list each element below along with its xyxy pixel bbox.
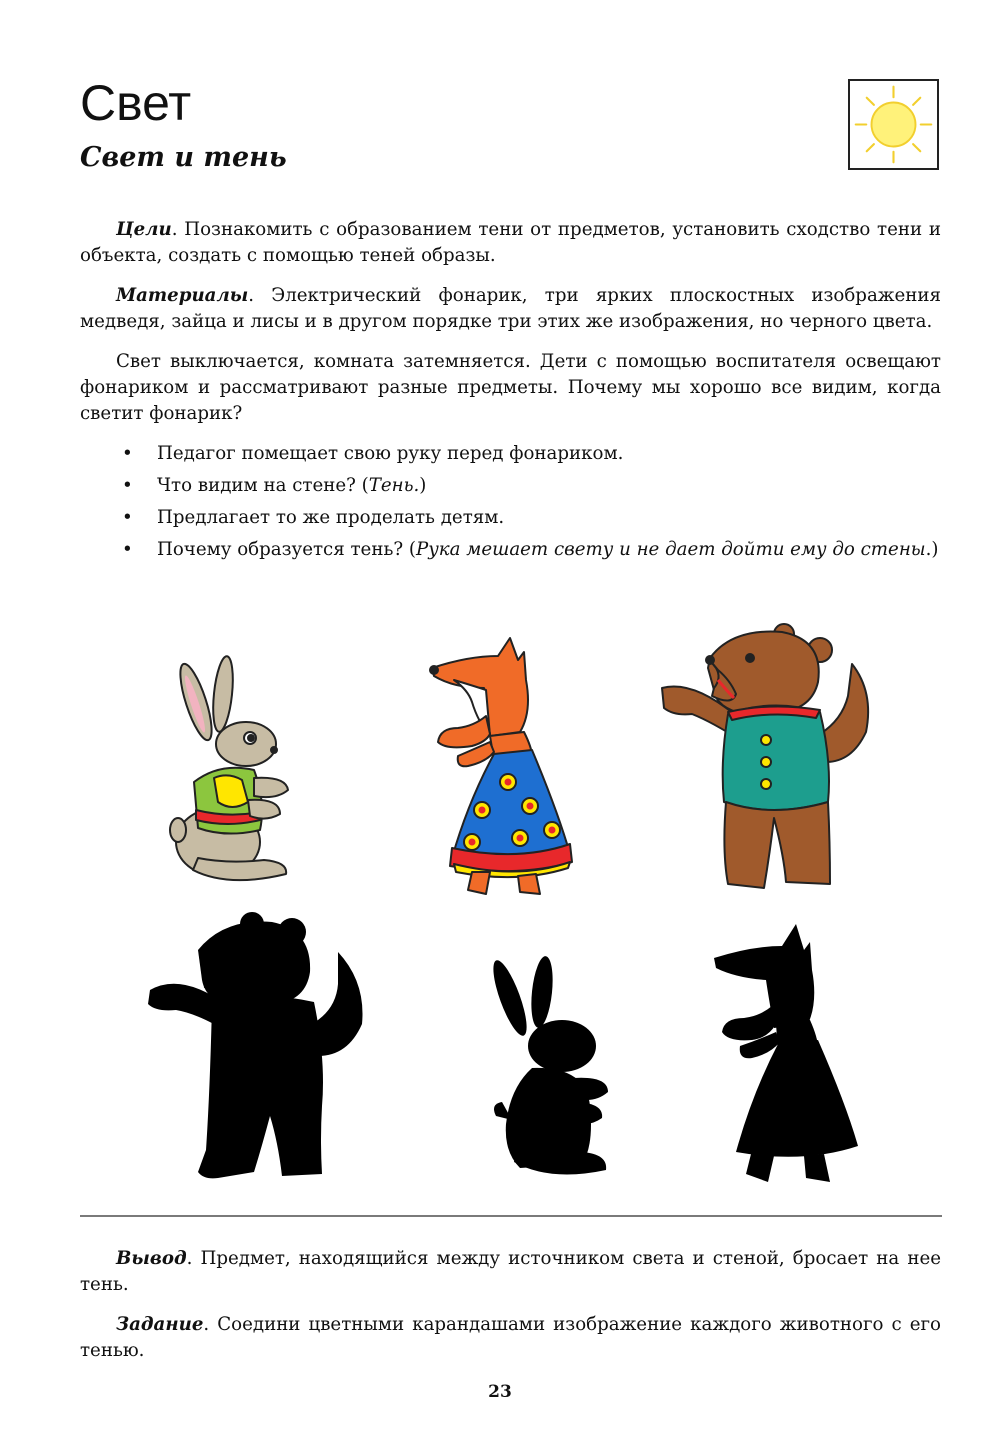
list-item: • Почему образуется тень? (Рука мешает свету и не дает дойти ему до стены.) (122, 539, 939, 560)
list-item: • Что видим на стене? (Тень.) (122, 475, 427, 496)
list-item: • Предлагает то же проделать детям. (122, 507, 505, 528)
goals-paragraph (80, 217, 941, 269)
conclusion-section (80, 1246, 941, 1378)
materials-paragraph (80, 283, 941, 335)
page-subtitle: Свет и тень (80, 142, 287, 173)
bear-shadow-icon (142, 910, 368, 1186)
conclusion-lead: Вывод (116, 1248, 187, 1269)
rabbit-shadow-icon (490, 956, 612, 1184)
page-number: 23 (488, 1382, 512, 1402)
page-title: Свет (80, 75, 192, 131)
bullet-list (80, 441, 941, 563)
fox-color-icon (428, 632, 574, 896)
list-item: • Педагог помещает свою руку перед фонариком. (122, 443, 624, 464)
text-section (80, 217, 941, 569)
task-paragraph (80, 1312, 941, 1364)
divider (80, 1215, 942, 1217)
intro-paragraph: Свет выключается, комната затемняется. Дети с помощью воспитателя освещают фонариком и рассматривают разные предметы. Почему мы хорошо все видим, когда светит фонарик? (80, 351, 941, 424)
conclusion-text: . Предмет, находящийся между источником света и стеной, бросает на нее тень. (80, 1248, 941, 1295)
goals-text: . Познакомить с образованием тени от предметов, установить сходство тени и объекта, создать с помощью теней образы. (80, 219, 941, 266)
task-lead: Задание (116, 1314, 204, 1335)
materials-lead: Материалы (116, 285, 249, 306)
materials-text: . Электрический фонарик, три ярких плоскостных изображения медведя, зайца и лисы и в другом порядке три этих же изображения, но черного цвета. (80, 285, 941, 332)
fox-shadow-icon (712, 920, 862, 1186)
bear-color-icon (652, 622, 878, 896)
rabbit-color-icon (168, 652, 300, 884)
goals-lead: Цели (116, 219, 172, 240)
sun-icon (848, 79, 939, 170)
task-text: . Соедини цветными карандашами изображение каждого животного с его тенью. (80, 1314, 941, 1361)
conclusion-paragraph (80, 1246, 941, 1298)
